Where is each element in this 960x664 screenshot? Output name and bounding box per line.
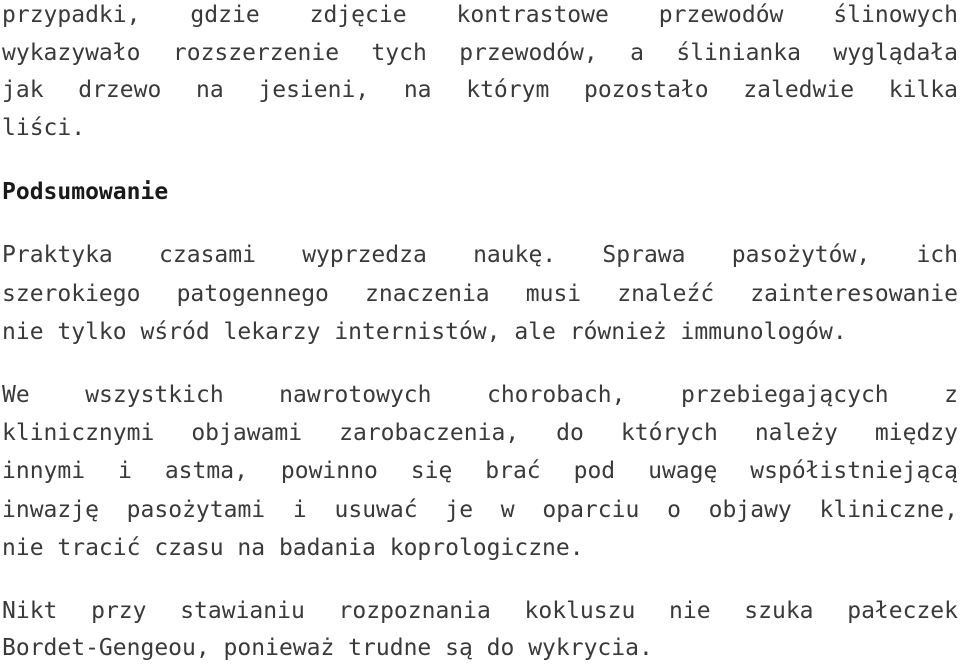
paragraph-line: Praktyka czasami wyprzedza naukę. Sprawa pasożytów, ich xyxy=(2,242,958,268)
paragraph-line: inwazję pasożytami i usuwać je w oparciu o objawy kliniczne, xyxy=(2,497,958,523)
paragraph-line: nie tylko wśród lekarzy internistów, ale również immunologów. xyxy=(2,319,847,345)
paragraph-line: Nikt przy stawianiu rozpoznania kokluszu nie szuka pałeczek xyxy=(2,598,958,624)
paragraph-line: innymi i astma, powinno się brać pod uwagę współistniejącą xyxy=(2,458,958,484)
section-heading: Podsumowanie xyxy=(2,179,169,205)
paragraph-line: liści. xyxy=(2,115,86,141)
paragraph-line: wykazywało rozszerzenie tych przewodów, a ślinianka wyglądała xyxy=(2,40,958,66)
paragraph-line: szerokiego patogennego znaczenia musi znaleźć zainteresowanie xyxy=(2,281,958,307)
paragraph-line: jak drzewo na jesieni, na którym pozostało zaledwie kilka xyxy=(2,77,958,103)
paragraph-line: We wszystkich nawrotowych chorobach, przebiegających z xyxy=(2,382,958,408)
paragraph-line: klinicznymi objawami zarobaczenia, do których należy między xyxy=(2,420,958,446)
paragraph-line: przypadki, gdzie zdjęcie kontrastowe przewodów ślinowych xyxy=(2,2,958,28)
paragraph-line: Bordet-Gengeou, ponieważ trudne są do wykrycia. xyxy=(2,635,653,661)
paragraph-line: nie tracić czasu na badania koprologiczne. xyxy=(2,535,584,561)
